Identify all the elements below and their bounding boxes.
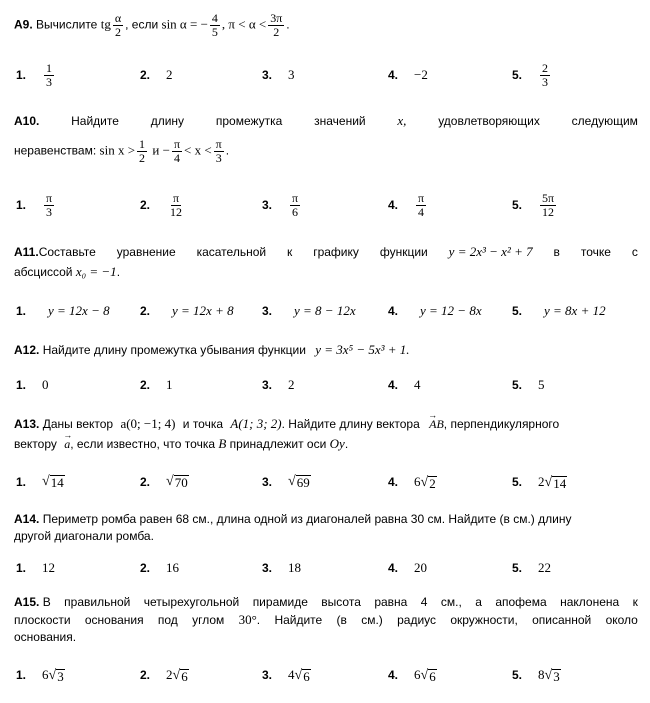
- answer-option[interactable]: [388, 370, 421, 400]
- numerator: 1: [139, 137, 146, 151]
- question-number: A9.: [14, 17, 33, 32]
- word: описанной: [532, 613, 592, 627]
- option-value: 16: [166, 560, 179, 575]
- denominator: 2: [139, 151, 146, 165]
- word: наклонена: [560, 595, 620, 609]
- word: 4: [420, 595, 428, 609]
- option-number: 2.: [140, 304, 151, 318]
- answer-option[interactable]: [512, 190, 558, 220]
- radical-sign: √: [172, 668, 181, 683]
- function-formula: y = 3x⁵ − 5x³ + 1.: [315, 342, 410, 357]
- sqrt-value: [42, 475, 65, 489]
- answer-fraction: [540, 192, 556, 219]
- period: .: [256, 613, 261, 627]
- answer-option[interactable]: [512, 660, 561, 690]
- fraction-4-over-5: [210, 12, 220, 39]
- option-number: 3.: [262, 68, 273, 82]
- radicand: 3: [57, 669, 64, 684]
- answer-option[interactable]: [16, 296, 110, 326]
- radical-sign: √: [544, 668, 553, 683]
- sqrt-value: [414, 667, 437, 683]
- word: точке: [580, 245, 611, 259]
- option-number: 1.: [16, 198, 27, 212]
- sqrt-value: [538, 474, 567, 490]
- denominator: 3: [46, 204, 53, 219]
- answer-option[interactable]: [512, 467, 567, 497]
- word: апофема: [495, 595, 547, 609]
- answer-option[interactable]: [140, 553, 179, 583]
- answer-option[interactable]: [262, 370, 295, 400]
- answers-a14: [16, 553, 646, 583]
- question-a11-line2: [14, 265, 120, 279]
- question-a15-line2: [14, 613, 638, 627]
- answer-option[interactable]: [512, 296, 606, 326]
- numerator: 3π: [270, 11, 283, 25]
- option-value: 2: [288, 377, 295, 392]
- question-a13-line1: [14, 417, 559, 431]
- word: длину: [150, 114, 185, 128]
- numerator: π: [173, 137, 180, 151]
- question-a10-line2: [14, 138, 229, 165]
- radical-sign: √: [288, 474, 296, 489]
- answer-option[interactable]: [140, 296, 234, 326]
- question-a14-line1: [14, 512, 571, 526]
- option-number: 2.: [140, 561, 151, 575]
- question-text: основания.: [14, 630, 77, 644]
- word: . Найдите длину вектора: [281, 417, 420, 431]
- answer-option[interactable]: [140, 60, 173, 90]
- abscissa: x₀ = −1: [75, 264, 117, 279]
- question-number-and-word: [14, 245, 96, 259]
- numerator: 5π: [542, 190, 555, 205]
- option-number: 2.: [140, 475, 151, 489]
- word: равна: [374, 595, 408, 609]
- sqrt-value: [42, 667, 65, 683]
- word: радиус: [397, 613, 437, 627]
- numerator: π: [418, 190, 425, 205]
- question-number: A13.: [14, 417, 40, 431]
- word: функции: [379, 245, 428, 259]
- word: значений: [314, 114, 366, 128]
- radical-sign: √: [420, 475, 429, 490]
- sqrt-value: [288, 475, 311, 489]
- word: под: [157, 613, 178, 627]
- option-value: y = 8 − 12x: [294, 303, 356, 318]
- denominator: 4: [173, 151, 180, 165]
- option-number: 5.: [512, 475, 523, 489]
- option-number: 5.: [512, 378, 523, 392]
- answer-fraction: [44, 192, 54, 219]
- answer-fraction: [290, 192, 300, 219]
- numerator: α: [114, 11, 122, 25]
- answer-option[interactable]: [140, 190, 186, 220]
- answer-option[interactable]: [262, 190, 302, 220]
- answers-a13: [16, 467, 646, 497]
- answer-option[interactable]: [512, 370, 545, 400]
- question-text: Периметр ромба равен 68 см., длина одной из диагоналей равна 30 см. Найдите (в см.) длину: [42, 512, 572, 526]
- coefficient: 8: [538, 667, 545, 682]
- answer-option[interactable]: [388, 190, 428, 220]
- question-text: другой диагонали ромба.: [14, 529, 154, 543]
- sqrt-value: [414, 474, 437, 490]
- option-number: 1.: [16, 378, 27, 392]
- answer-option[interactable]: [16, 553, 55, 583]
- word: высота: [321, 595, 361, 609]
- answer-option[interactable]: [512, 553, 551, 583]
- answer-option[interactable]: [512, 60, 552, 90]
- answer-option[interactable]: [16, 60, 56, 90]
- radical-sign: √: [420, 668, 429, 683]
- answer-option[interactable]: [388, 660, 437, 690]
- answer-option[interactable]: [140, 467, 189, 497]
- axis-oy: Oy: [329, 436, 345, 451]
- answer-option[interactable]: [388, 553, 427, 583]
- question-a13-line2: [14, 437, 348, 451]
- radical-sign: √: [294, 668, 303, 683]
- answer-option[interactable]: [16, 370, 49, 400]
- word: следующим: [571, 114, 638, 128]
- question-a10-line1: [14, 114, 638, 128]
- answer-option[interactable]: [262, 60, 295, 90]
- option-number: 5.: [512, 198, 523, 212]
- word: удовлетворяющих: [438, 114, 540, 128]
- word: , перпендикулярного: [443, 417, 560, 431]
- radicand: 3: [553, 669, 560, 684]
- option-number: 4.: [388, 668, 399, 682]
- vector-ab: → AB: [429, 417, 444, 431]
- question-number: A14.: [14, 512, 40, 526]
- answer-fraction: [540, 62, 550, 89]
- option-number: 2.: [140, 68, 151, 82]
- numerator: 1: [46, 60, 52, 75]
- option-number: 4.: [388, 378, 399, 392]
- radicand: 6: [181, 669, 188, 684]
- vector-a-coords: a(0; −1; 4): [120, 416, 176, 431]
- radicand: 6: [429, 669, 436, 684]
- word: , если известно, что точка: [70, 437, 216, 451]
- word: к: [632, 595, 638, 609]
- option-number: 2.: [140, 378, 151, 392]
- numerator: π: [292, 190, 299, 205]
- option-value: 20: [414, 560, 427, 575]
- question-a15-line3: [14, 630, 76, 644]
- answer-option[interactable]: [388, 467, 437, 497]
- option-value: 1: [166, 377, 173, 392]
- option-number: 1.: [16, 561, 27, 575]
- math-and: и −: [152, 142, 170, 158]
- denominator: 2: [114, 25, 121, 39]
- numerator: π: [215, 137, 222, 151]
- word: в: [553, 245, 560, 259]
- numerator: π: [46, 190, 53, 205]
- math-range: , π < α <: [221, 16, 267, 32]
- answer-option[interactable]: [262, 553, 301, 583]
- radicand: 69: [296, 475, 310, 490]
- answer-option[interactable]: [388, 60, 428, 90]
- option-number: 1.: [16, 304, 27, 318]
- question-text: Вычислите: [36, 17, 98, 32]
- option-value: y = 12x + 8: [172, 303, 234, 318]
- option-value: 12: [42, 560, 55, 575]
- radical-sign: √: [48, 668, 57, 683]
- word: плоскости: [14, 613, 71, 627]
- answer-option[interactable]: [16, 660, 65, 690]
- fraction-1-over-2: [137, 138, 147, 165]
- math-x-range: < x <: [184, 142, 212, 158]
- answer-option[interactable]: [262, 660, 311, 690]
- word: касательной: [196, 245, 267, 259]
- fraction-3pi-over-2: [268, 12, 284, 39]
- denominator: 2: [273, 25, 280, 39]
- option-number: 3.: [262, 304, 273, 318]
- denominator: 5: [211, 25, 218, 39]
- variable-x: x,: [397, 113, 407, 128]
- word: правильной: [64, 595, 131, 609]
- sqrt-value: [288, 667, 311, 683]
- word: см.,: [440, 595, 462, 609]
- option-number: 3.: [262, 198, 273, 212]
- option-value: 22: [538, 560, 551, 575]
- question-a12: [14, 343, 410, 357]
- question-a11-line1: [14, 245, 638, 259]
- word: к: [287, 245, 293, 259]
- question-a14-line2: [14, 529, 154, 543]
- radicand: 6: [303, 669, 310, 684]
- word: вектору: [14, 437, 57, 451]
- word: принадлежит оси: [229, 437, 327, 451]
- option-number: 3.: [262, 561, 273, 575]
- answers-a10: [16, 190, 646, 220]
- coefficient: 4: [288, 667, 295, 682]
- word: В: [42, 595, 51, 609]
- option-number: 5.: [512, 68, 523, 82]
- angle-with-period: [239, 613, 261, 627]
- word: и точка: [182, 417, 224, 431]
- answer-option[interactable]: [140, 660, 189, 690]
- answer-fraction: [168, 192, 184, 219]
- math-sin: sin α = −: [161, 16, 208, 32]
- option-value: y = 12 − 8x: [420, 303, 482, 318]
- option-number: 4.: [388, 304, 399, 318]
- word: пирамиде: [252, 595, 308, 609]
- option-number: 4.: [388, 561, 399, 575]
- option-number: 5.: [512, 668, 523, 682]
- word: уравнение: [116, 245, 176, 259]
- denominator: 6: [292, 204, 299, 219]
- question-number-and-word: [14, 595, 51, 609]
- math-sinx: sin x >: [99, 142, 136, 158]
- fraction-pi-over-4: [172, 138, 182, 165]
- question-number: A10.: [14, 114, 40, 128]
- word: а: [475, 595, 482, 609]
- radicand: 14: [553, 476, 567, 491]
- question-number: A15.: [14, 595, 40, 609]
- option-value: 18: [288, 560, 301, 575]
- answer-option[interactable]: [16, 467, 65, 497]
- coefficient: 2: [538, 474, 545, 489]
- math-tg: tg: [100, 16, 111, 32]
- word: неравенствам:: [14, 143, 97, 158]
- period: .: [344, 437, 349, 451]
- option-value: −2: [414, 67, 428, 82]
- point-b: B: [218, 436, 227, 451]
- option-value: 2: [166, 67, 173, 82]
- question-a9: [14, 12, 290, 39]
- radicand: 14: [50, 475, 64, 490]
- option-number: 4.: [388, 475, 399, 489]
- word: углом: [192, 613, 225, 627]
- denominator: 3: [542, 74, 548, 89]
- option-number: 5.: [512, 304, 523, 318]
- coefficient: 6: [42, 667, 49, 682]
- answer-option[interactable]: [262, 296, 356, 326]
- function-formula: y = 2x³ − x² + 7: [448, 244, 533, 259]
- radicand: 2: [429, 476, 436, 491]
- coefficient: 2: [166, 667, 173, 682]
- answers-a9: [16, 60, 646, 90]
- denominator: 3: [215, 151, 222, 165]
- text-if: , если: [125, 17, 159, 32]
- word: см.): [361, 613, 383, 627]
- word: Найдите: [71, 114, 119, 128]
- word: абсциссой: [14, 265, 73, 279]
- option-number: 2.: [140, 668, 151, 682]
- denominator: 4: [418, 204, 425, 219]
- angle-value: 30°: [238, 612, 257, 627]
- option-value: 4: [414, 377, 421, 392]
- word: промежутка: [215, 114, 283, 128]
- option-number: 4.: [388, 68, 399, 82]
- coefficient: 6: [414, 667, 421, 682]
- radical-sign: √: [42, 474, 50, 489]
- word: (в: [336, 613, 347, 627]
- option-value: 0: [42, 377, 49, 392]
- option-number: 5.: [512, 561, 523, 575]
- option-value: y = 12x − 8: [48, 303, 110, 318]
- question-text: Найдите длину промежутка убывания функции: [42, 343, 306, 357]
- answers-a11: [16, 296, 646, 326]
- option-number: 3.: [262, 475, 273, 489]
- option-number: 1.: [16, 68, 27, 82]
- option-number: 3.: [262, 378, 273, 392]
- vector-a: → a: [64, 437, 70, 451]
- word: Даны вектор: [42, 417, 114, 431]
- denominator: 12: [542, 204, 555, 219]
- word: графику: [313, 245, 359, 259]
- answer-fraction: [44, 62, 54, 89]
- answer-option[interactable]: [388, 296, 482, 326]
- option-number: 1.: [16, 668, 27, 682]
- radical-sign: √: [544, 475, 553, 490]
- numerator: 2: [542, 60, 548, 75]
- period: .: [116, 265, 121, 279]
- period: .: [225, 143, 230, 158]
- numerator: π: [172, 190, 180, 205]
- numerator: 4: [211, 11, 218, 25]
- coefficient: 6: [414, 474, 421, 489]
- point-a: A(1; 3; 2): [230, 416, 282, 431]
- radical-sign: √: [166, 474, 174, 489]
- denominator: 12: [170, 204, 182, 219]
- option-value: y = 8x + 12: [544, 303, 606, 318]
- word: Составьте: [38, 245, 96, 259]
- option-number: 2.: [140, 198, 151, 212]
- option-number: 4.: [388, 198, 399, 212]
- answers-a15: [16, 660, 646, 690]
- sqrt-value: [538, 667, 561, 683]
- sqrt-value: [166, 475, 189, 489]
- answer-option[interactable]: [16, 190, 56, 220]
- answer-option[interactable]: [262, 467, 311, 497]
- answer-fraction: [416, 192, 426, 219]
- fraction-alpha-over-2: [113, 12, 123, 39]
- fraction-pi-over-3: [214, 138, 224, 165]
- radicand: 70: [174, 475, 188, 490]
- sqrt-value: [166, 667, 189, 683]
- answers-a12: [16, 370, 646, 400]
- question-a15-line1: [14, 595, 638, 609]
- word: около: [605, 613, 638, 627]
- denominator: 3: [46, 74, 52, 89]
- word: Найдите: [274, 613, 323, 627]
- option-value: 3: [288, 67, 295, 82]
- question-number: A11.: [14, 245, 39, 259]
- period: .: [286, 17, 290, 32]
- answer-option[interactable]: [140, 370, 173, 400]
- word: с: [631, 245, 638, 259]
- word: окружности,: [450, 613, 518, 627]
- option-number: 1.: [16, 475, 27, 489]
- word: четырехугольной: [143, 595, 240, 609]
- option-number: 3.: [262, 668, 273, 682]
- word: основания: [84, 613, 144, 627]
- question-number: A12.: [14, 343, 40, 357]
- option-value: 5: [538, 377, 545, 392]
